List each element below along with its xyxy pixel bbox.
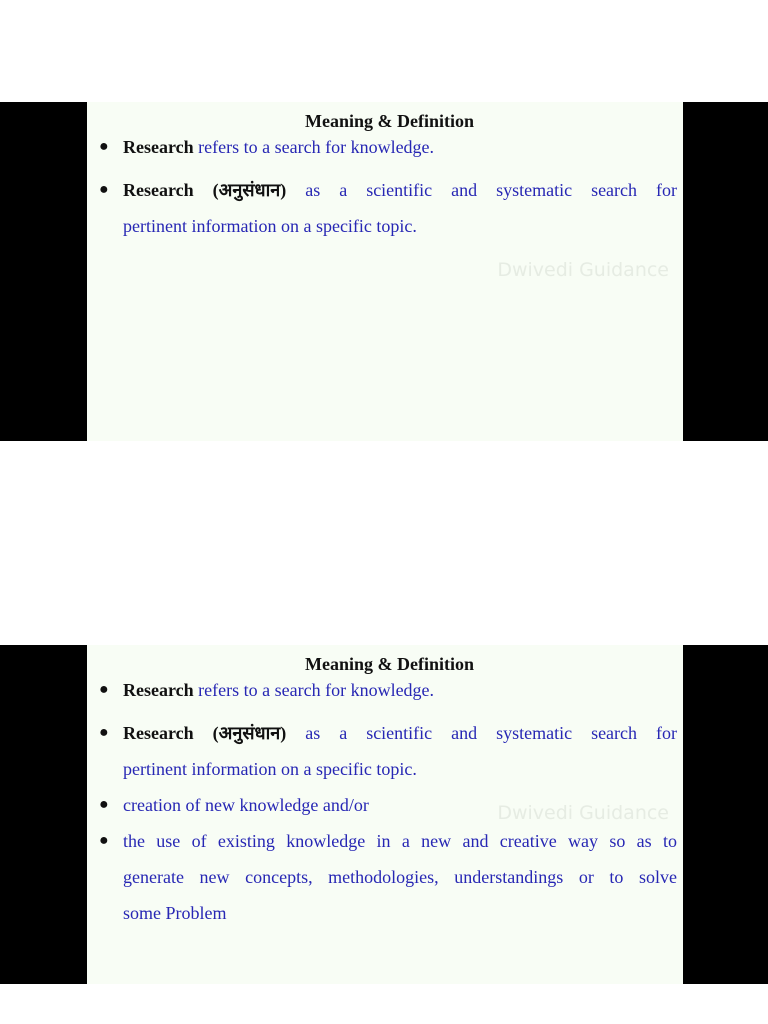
term: Research [123,680,194,700]
list-item [97,715,677,787]
slide-1 [87,102,683,441]
definition-text: refers to a search for knowledge. [198,680,435,700]
slide-title: Meaning & Definition [305,654,474,674]
definition-text: refers to a search for knowledge. [198,137,435,157]
term: Research [123,180,194,200]
definition-text-continued: pertinent information on a specific topic. [123,759,417,779]
list-item [97,172,677,244]
hindi-term: (अनुसंधान) [212,723,287,743]
slide-frame-2 [0,645,768,984]
bullet-icon: ● [99,832,109,849]
slide-frame-1 [0,102,768,441]
watermark: Dwivedi Guidance [497,802,669,824]
definition-line: generate new concepts, methodologies, understandings or to solve [123,867,677,887]
slide-title: Meaning & Definition [305,111,474,131]
list-item [97,679,677,701]
hindi-term: (अनुसंधान) [212,180,287,200]
definition-line [123,172,677,208]
term: Research [123,137,194,157]
slide-2 [87,645,683,984]
watermark: Dwivedi Guidance [497,259,669,281]
definition-text: creation of new knowledge and/or [123,795,369,815]
definition-text-continued: pertinent information on a specific topic. [123,216,417,236]
term: Research [123,723,194,743]
bullet-icon: ● [99,138,109,155]
bullet-list [97,679,677,931]
bullet-icon: ● [99,796,109,813]
definition-line [123,715,677,751]
bullet-icon: ● [99,724,109,741]
bullet-list [97,136,677,244]
list-item [97,823,677,931]
definition-line: some Problem [123,903,227,923]
bullet-icon: ● [99,681,109,698]
definition-text: as a scientific and systematic search for [305,723,678,743]
list-item [97,787,677,823]
list-item [97,136,677,158]
definition-text: as a scientific and systematic search for [305,180,678,200]
definition-line: the use of existing knowledge in a new and creative way so as to [123,831,677,851]
bullet-icon: ● [99,181,109,198]
